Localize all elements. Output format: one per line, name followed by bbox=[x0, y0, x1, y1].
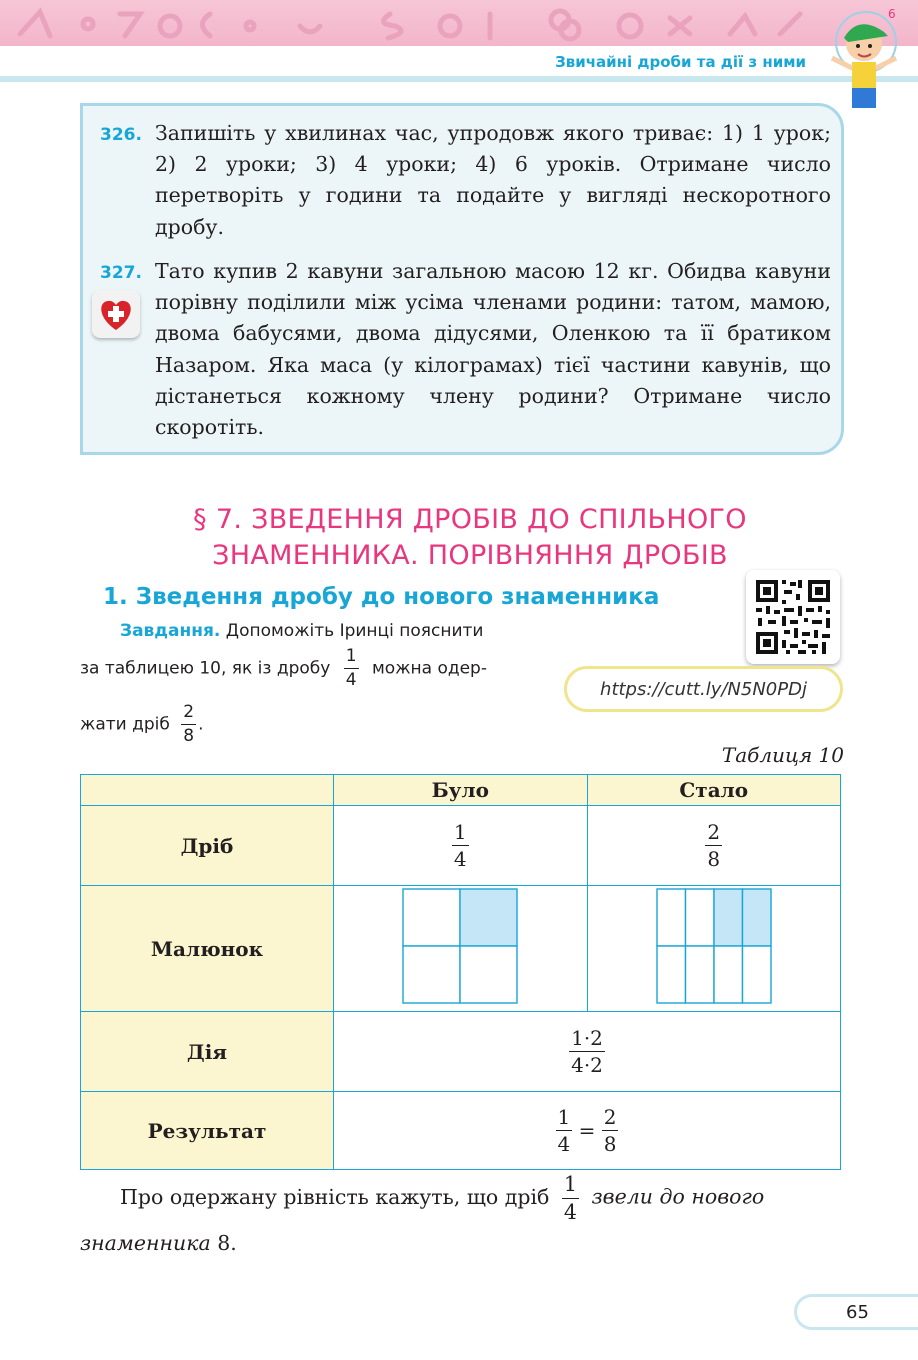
denominator: 4 bbox=[345, 670, 357, 690]
fraction-two-eighths bbox=[602, 1107, 619, 1154]
grid-cell bbox=[714, 946, 743, 1003]
qr-code-icon bbox=[746, 570, 840, 664]
task-line3 bbox=[80, 704, 203, 745]
task-text: можна одер- bbox=[371, 658, 487, 679]
conclusion-text: Про одержану рівність кажуть, що дріб bbox=[120, 1184, 550, 1209]
row-result bbox=[81, 1092, 841, 1170]
task-line1 bbox=[120, 621, 483, 641]
grid-picture-eighths bbox=[656, 888, 772, 1004]
task-text: . bbox=[198, 714, 204, 735]
grid-cell bbox=[657, 946, 686, 1003]
header-band bbox=[0, 0, 918, 46]
cell-became-picture bbox=[587, 886, 841, 1012]
numerator: 1 bbox=[345, 646, 357, 666]
qr-code-card[interactable] bbox=[746, 570, 840, 664]
shaded-cell bbox=[460, 889, 517, 946]
fraction-one-quarter bbox=[452, 822, 469, 869]
fraction-one-quarter bbox=[562, 1174, 579, 1222]
grid-cell bbox=[403, 889, 460, 946]
exercise-text: Тато купив 2 кавуни загальною масою 12 кг. Обидва кавуни порівну поділили між усіма членами родини: татом, мамою, двома бабусями, двома дідусями, Оленкою та її братиком Назаром. Яка маса (у кілограмах) тієї частини кавунів, що дістанеться кожному члену родини? Отримане число скоротіть. bbox=[155, 259, 831, 440]
table-10 bbox=[80, 774, 841, 1170]
exercise-number: 327. bbox=[100, 263, 142, 283]
section-title-line2: ЗНАМЕННИКА. ПОРІВНЯННЯ ДРОБІВ bbox=[212, 540, 728, 571]
numerator: 2 bbox=[707, 820, 721, 844]
table-header-row bbox=[81, 775, 841, 806]
task-text: жати дріб bbox=[80, 714, 170, 735]
row-picture bbox=[81, 886, 841, 1012]
task-text: Допоможіть Іринці пояснити bbox=[225, 621, 484, 641]
cell-was-picture bbox=[334, 886, 588, 1012]
numerator: 1·2 bbox=[571, 1026, 603, 1050]
grid-cell bbox=[742, 946, 771, 1003]
exercise-number: 326. bbox=[100, 125, 142, 145]
health-heart-icon bbox=[92, 290, 140, 338]
denominator: 8 bbox=[183, 726, 195, 746]
row-action bbox=[81, 1012, 841, 1092]
denominator: 8 bbox=[603, 1132, 617, 1156]
exercise-326 bbox=[100, 118, 831, 243]
mascot-boy-icon bbox=[818, 2, 910, 124]
numerator: 2 bbox=[603, 1105, 617, 1129]
exercise-327 bbox=[100, 256, 831, 443]
cell-was-fraction bbox=[334, 806, 588, 886]
fraction-action bbox=[569, 1028, 605, 1075]
denominator: 4 bbox=[563, 1199, 577, 1224]
task-text: за таблицею 10, як із дробу bbox=[80, 658, 331, 679]
svg-text:6: 6 bbox=[888, 7, 896, 21]
conclusion-paragraph bbox=[80, 1174, 844, 1264]
numerator: 1 bbox=[453, 820, 467, 844]
row-label-action: Дія bbox=[81, 1012, 334, 1092]
exercise-text: Запишіть у хвилинах час, упродовж якого триває: 1) 1 урок; 2) 2 уроки; 3) 4 уроки; 4) 6 уроків. Отримане число перетворіть у години та подайте у вигляді нескоротного дробу. bbox=[155, 121, 831, 239]
section-title-line1: § 7. ЗВЕДЕННЯ ДРОБІВ ДО СПІЛЬНОГО bbox=[193, 504, 747, 535]
section-title bbox=[120, 502, 820, 574]
shaded-cell bbox=[714, 889, 743, 946]
qr-url-link[interactable]: https://cutt.ly/N5N0PDj bbox=[564, 666, 843, 712]
numerator: 1 bbox=[557, 1105, 571, 1129]
denominator: 4 bbox=[557, 1132, 571, 1156]
conclusion-italic-text: звели до нового bbox=[591, 1184, 765, 1209]
header-became: Стало bbox=[587, 775, 841, 806]
equals-sign: = bbox=[578, 1118, 596, 1143]
cell-action bbox=[334, 1012, 841, 1092]
fraction-two-eighths bbox=[705, 822, 722, 869]
grid-cell bbox=[685, 889, 714, 946]
fraction-two-eighths bbox=[181, 704, 196, 745]
row-label-picture: Малюнок bbox=[81, 886, 334, 1012]
cell-result bbox=[334, 1092, 841, 1170]
denominator: 4 bbox=[453, 847, 467, 871]
subsection-title: 1. Зведення дробу до нового знаменника bbox=[103, 584, 660, 610]
header-empty-cell bbox=[81, 775, 334, 806]
numerator: 2 bbox=[183, 702, 195, 722]
shaded-cell bbox=[742, 889, 771, 946]
row-fraction bbox=[81, 806, 841, 886]
row-label-result: Результат bbox=[81, 1092, 334, 1170]
cell-became-fraction bbox=[587, 806, 841, 886]
fraction-one-quarter bbox=[344, 648, 359, 689]
grid-cell bbox=[460, 946, 517, 1003]
grid-picture-quarters bbox=[402, 888, 518, 1004]
grid-cell bbox=[685, 946, 714, 1003]
conclusion-text-end: 8. bbox=[217, 1231, 237, 1255]
grid-cell bbox=[403, 946, 460, 1003]
numerator: 1 bbox=[563, 1172, 577, 1196]
conclusion-italic-text-2: знаменника bbox=[80, 1231, 211, 1255]
fraction-one-quarter bbox=[556, 1107, 573, 1154]
task-label: Завдання. bbox=[120, 621, 221, 641]
grid-cell bbox=[657, 889, 686, 946]
page-number: 65 bbox=[794, 1294, 918, 1330]
header-was: Було bbox=[334, 775, 588, 806]
running-title: Звичайні дроби та дії з ними bbox=[555, 53, 806, 71]
decorative-symbols-strip bbox=[10, 4, 810, 44]
denominator: 8 bbox=[707, 847, 721, 871]
task-line2 bbox=[80, 648, 487, 689]
row-label-fraction: Дріб bbox=[81, 806, 334, 886]
denominator: 4·2 bbox=[571, 1053, 603, 1077]
table-caption: Таблиця 10 bbox=[721, 743, 844, 767]
